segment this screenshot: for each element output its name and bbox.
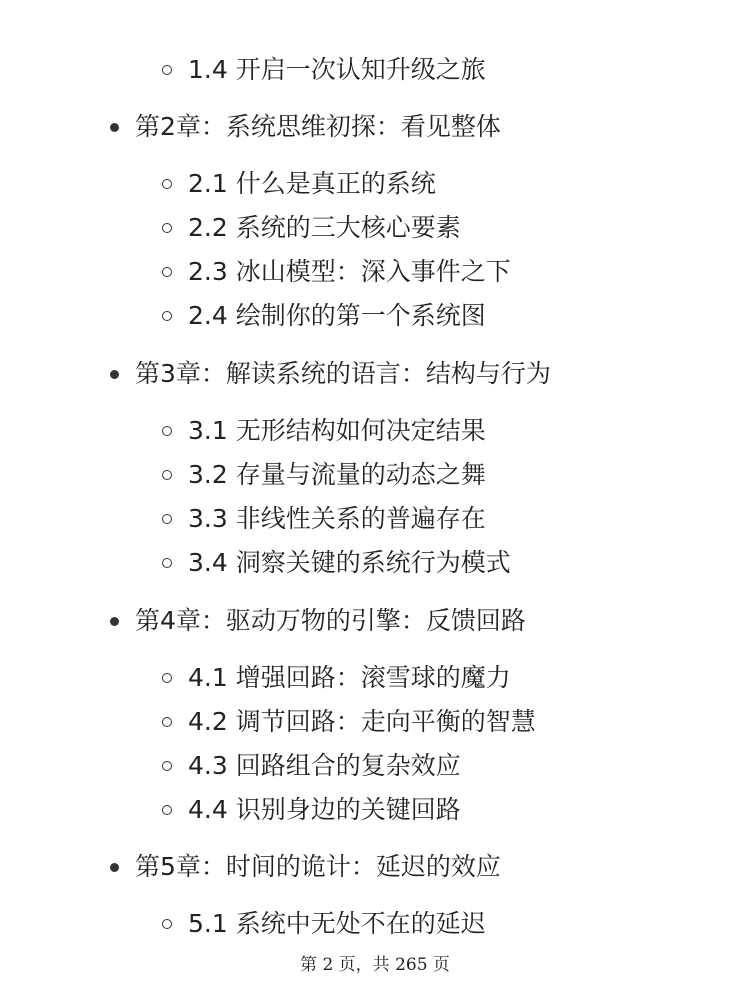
disc-bullet-icon [110,863,119,872]
circle-bullet-icon [162,558,172,568]
toc-section-title: 2.4 绘制你的第一个系统图 [188,301,486,330]
toc-section-title: 4.2 调节回路：走向平衡的智慧 [188,707,536,736]
toc-chapter-item [110,849,501,885]
toc-chapter-title: 第5章：时间的诡计：延迟的效应 [135,852,501,881]
toc-section-item [162,413,486,449]
circle-bullet-icon [162,426,172,436]
toc-chapter-title: 第3章：解读系统的语言：结构与行为 [135,359,551,388]
toc-section-title: 2.2 系统的三大核心要素 [188,213,461,242]
disc-bullet-icon [110,617,119,626]
toc-chapter-item [110,356,551,392]
toc-section-item [162,792,461,828]
toc-section-item [162,660,511,696]
toc-section-title: 3.1 无形结构如何决定结果 [188,416,486,445]
toc-chapter-title: 第4章：驱动万物的引擎：反馈回路 [135,606,526,635]
toc-chapter-item [110,109,501,145]
circle-bullet-icon [162,919,172,929]
toc-section-title: 4.3 回路组合的复杂效应 [188,751,461,780]
toc-section-title: 3.4 洞察关键的系统行为模式 [188,548,511,577]
toc-section-item [162,748,461,784]
disc-bullet-icon [110,370,119,379]
page-footer: 第 2 页，共 265 页 [300,955,450,975]
toc-section-title: 5.1 系统中无处不在的延迟 [188,909,486,938]
circle-bullet-icon [162,673,172,683]
toc-section-title: 4.1 增强回路：滚雪球的魔力 [188,663,511,692]
disc-bullet-icon [110,123,119,132]
circle-bullet-icon [162,223,172,233]
toc-section-item [162,545,511,581]
toc-section-item [162,298,486,334]
circle-bullet-icon [162,267,172,277]
toc-section-item [162,52,486,88]
toc-section-title: 2.3 冰山模型：深入事件之下 [188,257,511,286]
circle-bullet-icon [162,311,172,321]
toc-section-item [162,906,486,942]
toc-section-title: 3.3 非线性关系的普遍存在 [188,504,486,533]
circle-bullet-icon [162,470,172,480]
circle-bullet-icon [162,179,172,189]
toc-section-item [162,254,511,290]
toc-section-item [162,457,486,493]
toc-chapter-title: 第2章：系统思维初探：看见整体 [135,112,501,141]
circle-bullet-icon [162,805,172,815]
toc-section-title: 1.4 开启一次认知升级之旅 [188,55,486,84]
toc-section-item [162,166,436,202]
toc-section-title: 4.4 识别身边的关键回路 [188,795,461,824]
circle-bullet-icon [162,65,172,75]
circle-bullet-icon [162,717,172,727]
toc-chapter-item [110,603,526,639]
toc-section-item [162,704,536,740]
toc-section-title: 3.2 存量与流量的动态之舞 [188,460,486,489]
circle-bullet-icon [162,514,172,524]
circle-bullet-icon [162,761,172,771]
toc-section-title: 2.1 什么是真正的系统 [188,169,436,198]
toc-section-item [162,210,461,246]
toc-section-item [162,501,486,537]
